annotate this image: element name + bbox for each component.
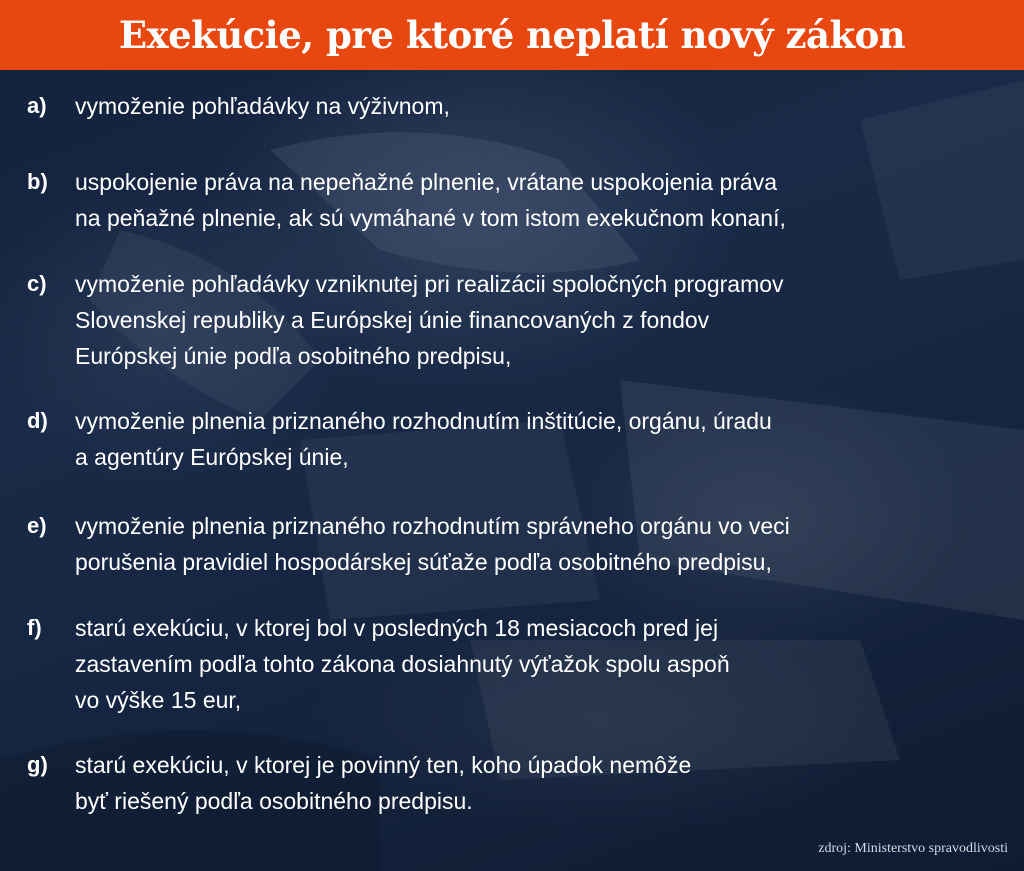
item-line: Slovenskej republiky a Európskej únie financovaných z fondov (75, 307, 710, 333)
item-letter: e) (27, 513, 47, 538)
item-letter: b) (27, 169, 48, 194)
page-title: Exekúcie, pre ktoré neplatí nový zákon (118, 13, 906, 57)
item-line: vymoženie pohľadávky vzniknutej pri realizácii spoločných programov (75, 271, 784, 297)
item-letter: d) (27, 408, 48, 433)
item-letter: a) (27, 93, 47, 118)
item-line: vymoženie plnenia priznaného rozhodnutím inštitúcie, orgánu, úradu (75, 408, 772, 434)
item-text (75, 164, 1010, 236)
item-line: starú exekúciu, v ktorej je povinný ten, koho úpadok nemôže (75, 752, 692, 778)
item-line: uspokojenie práva na nepeňažné plnenie, vrátane uspokojenia práva (75, 169, 778, 195)
item-text (75, 508, 1010, 580)
item-letter: c) (27, 271, 47, 296)
item-text (75, 266, 1010, 374)
item-line: na peňažné plnenie, ak sú vymáhané v tom istom exekučnom konaní, (75, 205, 786, 231)
item-text (75, 88, 1010, 124)
source-credit: zdroj: Ministerstvo spravodlivosti (818, 841, 1008, 856)
item-line: vymoženie pohľadávky na výživnom, (75, 93, 450, 119)
item-letter: g) (27, 752, 48, 777)
item-line: vymoženie plnenia priznaného rozhodnutím správneho orgánu vo veci (75, 513, 790, 539)
item-line: porušenia pravidiel hospodárskej súťaže podľa osobitného predpisu, (75, 549, 772, 575)
item-line: vo výške 15 eur, (75, 687, 242, 713)
title-bar (0, 0, 1024, 70)
item-text (75, 403, 1010, 475)
item-line: starú exekúciu, v ktorej bol v posledných 18 mesiacoch pred jej (75, 615, 719, 641)
item-line: Európskej únie podľa osobitného predpisu, (75, 343, 512, 369)
item-line: byť riešený podľa osobitného predpisu. (75, 788, 473, 814)
item-line: a agentúry Európskej únie, (75, 444, 349, 470)
item-line: zastavením podľa tohto zákona dosiahnutý výťažok spolu aspoň (75, 651, 730, 677)
item-letter: f) (27, 615, 42, 640)
item-text (75, 610, 1010, 718)
item-text (75, 747, 1010, 819)
